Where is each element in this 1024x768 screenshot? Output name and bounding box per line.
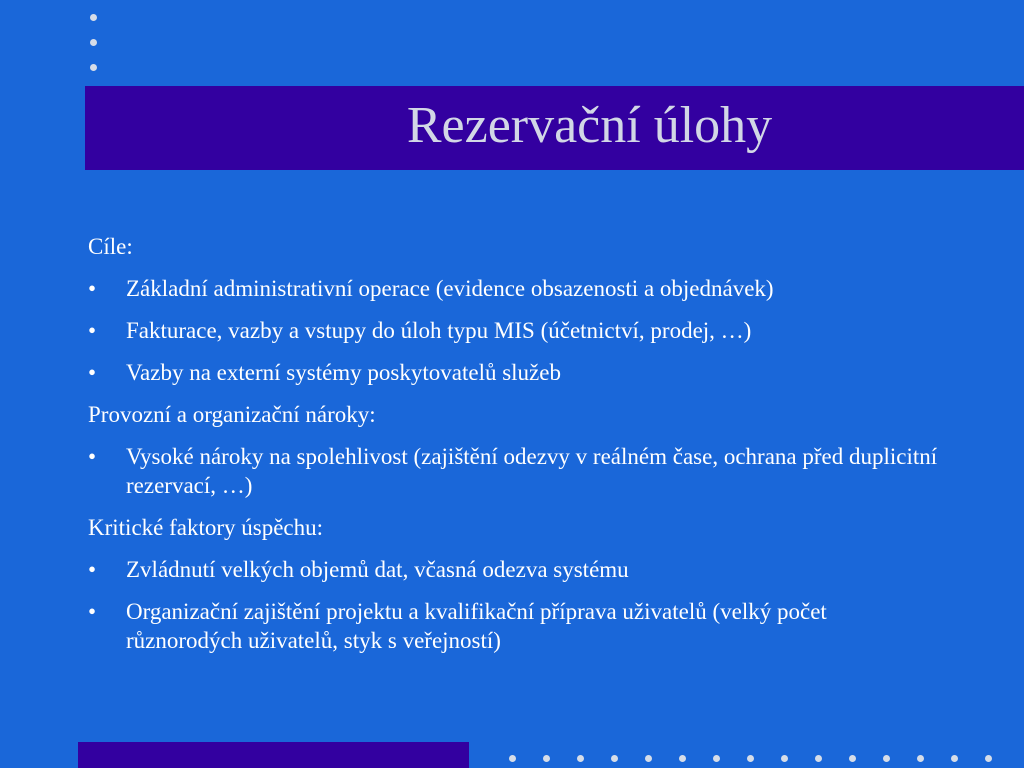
slide-title: Rezervační úlohy <box>406 97 773 154</box>
decor-dot-top-2 <box>90 39 97 46</box>
bullet-mark: • <box>88 444 97 469</box>
title-bar <box>85 86 1024 170</box>
decor-dot-bottom-4 <box>611 755 618 762</box>
bullet-text: Základní administrativní operace (evidence obsazenosti a objednávek) <box>126 276 774 301</box>
bullet-text: Vazby na externí systémy poskytovatelů služeb <box>126 360 561 385</box>
decor-dot-top-1 <box>90 14 97 21</box>
decor-dot-bottom-5 <box>645 755 652 762</box>
bullet-item <box>88 442 948 500</box>
decor-dot-bottom-12 <box>883 755 890 762</box>
decor-dot-bottom-3 <box>577 755 584 762</box>
decor-dot-bottom-11 <box>849 755 856 762</box>
bullet-item <box>88 274 948 303</box>
decor-dot-bottom-7 <box>713 755 720 762</box>
bottom-bar <box>78 742 469 768</box>
bullet-text: Vysoké nároky na spolehlivost (zajištění odezvy v reálném čase, ochrana před duplicitní rezervací, …) <box>126 444 938 498</box>
bullet-mark: • <box>88 557 97 582</box>
decor-dot-bottom-14 <box>951 755 958 762</box>
decor-dot-bottom-6 <box>679 755 686 762</box>
decor-dot-bottom-15 <box>985 755 992 762</box>
bullet-mark: • <box>88 360 97 385</box>
bullet-text: Fakturace, vazby a vstupy do úloh typu MIS (účetnictví, prodej, …) <box>126 318 752 343</box>
decor-dot-bottom-8 <box>747 755 754 762</box>
bullet-item <box>88 597 948 655</box>
bullet-text: Zvládnutí velkých objemů dat, včasná odezva systému <box>126 557 629 582</box>
bullet-text: Organizační zajištění projektu a kvalifikační příprava uživatelů (velký počet různorodých uživatelů, styk s veřejností) <box>126 599 827 653</box>
bullet-mark: • <box>88 276 97 301</box>
bullet-mark: • <box>88 318 97 343</box>
bullet-mark: • <box>88 599 97 624</box>
decor-dot-bottom-13 <box>917 755 924 762</box>
bullet-item <box>88 358 948 387</box>
decor-dot-top-3 <box>90 64 97 71</box>
decor-dot-bottom-10 <box>815 755 822 762</box>
bullet-item <box>88 555 948 584</box>
bullet-item <box>88 316 948 345</box>
decor-dot-bottom-1 <box>509 755 516 762</box>
section-heading-success-factors: Kritické faktory úspěchu: <box>88 515 324 540</box>
section-heading-goals: Cíle: <box>88 234 133 259</box>
slide-content <box>88 232 948 668</box>
section-heading-requirements: Provozní a organizační nároky: <box>88 402 376 427</box>
decor-dot-bottom-2 <box>543 755 550 762</box>
decor-dot-bottom-9 <box>781 755 788 762</box>
